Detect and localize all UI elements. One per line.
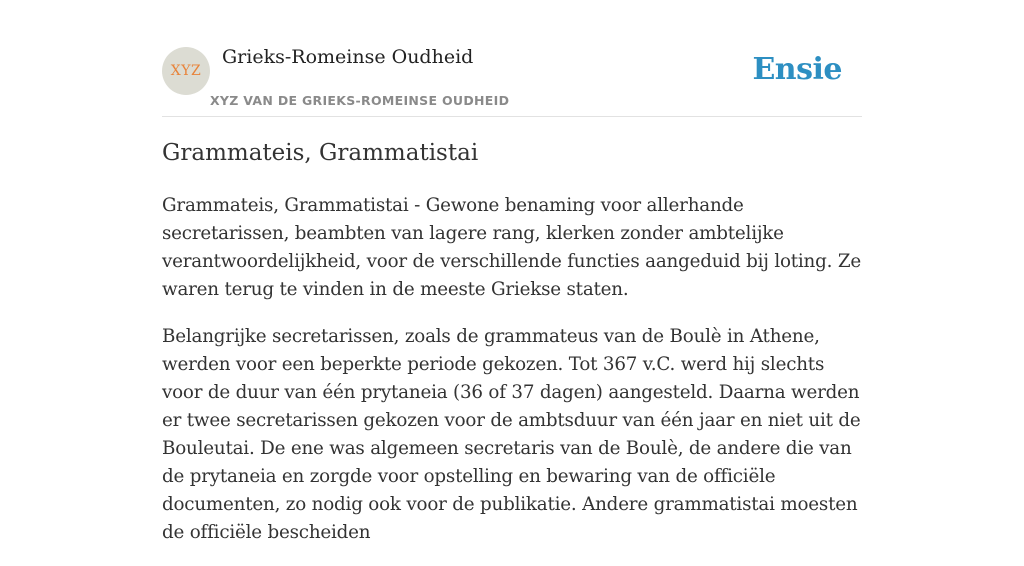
page [162,0,862,543]
source-subtitle: XYZ VAN DE GRIEKS-ROMEINSE OUDHEID [210,93,510,108]
brand-logo-link[interactable]: Ensie [752,52,842,87]
source-title-link[interactable]: Grieks-Romeinse Oudheid [222,46,474,68]
article-title: Grammateis, Grammatistai [162,140,479,166]
article-paragraph: Belangrijke secretarissen, zoals de grammateus van de Boulè in Athene, werden voor een beperkte periode gekozen. Tot 367 v.C. werd hij slechts voor de duur van één prytaneia (36 of 37 dagen) aangesteld. Daarna werden er twee secretarissen gekozen voor de ambtsduur van één jaar en niet uit de Bouleutai. De ene was algemeen secretaris van de Boulè, de andere die van de prytaneia en zorgde voor opstelling en bewaring van de officiële documenten, zo nodig ook voor de publikatie. Andere grammatistai moesten de officiële bescheiden [162,326,861,543]
article-body [162,192,862,566]
source-avatar[interactable] [162,47,210,95]
source-header [162,0,862,117]
avatar-text: XYZ [170,63,202,79]
article-paragraph: Grammateis, Grammatistai - Gewone benaming voor allerhande secretarissen, beambten van lagere rang, klerken zonder ambtelijke verantwoordelijkheid, voor de verschillende functies aangeduid bij loting. Ze waren terug te vinden in de meeste Griekse staten. [162,195,861,300]
